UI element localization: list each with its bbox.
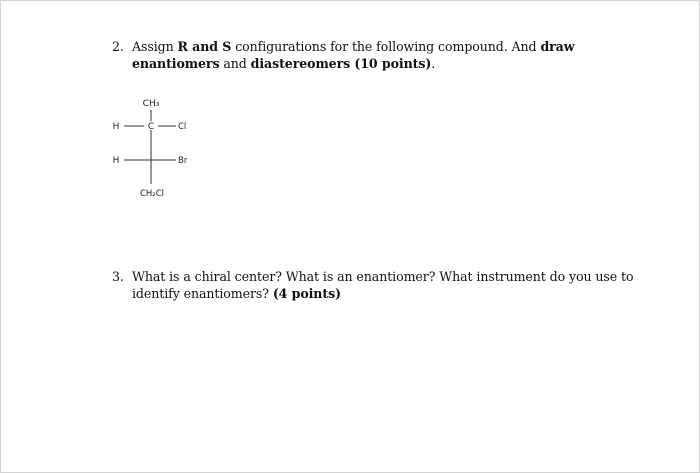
question-3-number: 3. (112, 269, 124, 284)
group-top: CH₃ (142, 99, 160, 109)
question-2-line-2: enantiomers and diastereomers (10 points). (132, 56, 436, 71)
diastereomers-emphasis: diastereomers (250, 56, 351, 71)
question-2-text (132, 38, 574, 72)
enantiomers-emphasis: enantiomers (132, 56, 220, 71)
stereocenter-label: C (147, 122, 155, 132)
group-lower-left: H (112, 156, 120, 166)
points-emphasis: (10 points) (350, 56, 432, 71)
fischer-projection (100, 90, 210, 200)
group-bottom: CH₂Cl (139, 189, 165, 199)
question-3-line-1: What is a chiral center? What is an enantiomer? What instrument do you use to (132, 269, 634, 284)
group-upper-left: H (112, 122, 120, 132)
points-emphasis-3: (4 points) (272, 286, 341, 301)
question-2-number: 2. (112, 39, 124, 54)
question-3-line-2: identify enantiomers? (4 points) (132, 286, 341, 301)
question-3-text (132, 268, 633, 302)
group-upper-right: Cl (178, 122, 187, 132)
question-2-line-1: Assign R and S configurations for the following compound. And draw (132, 39, 575, 54)
draw-emphasis: draw (540, 39, 575, 54)
rs-emphasis: R and S (177, 39, 232, 54)
group-lower-right: Br (178, 156, 188, 166)
